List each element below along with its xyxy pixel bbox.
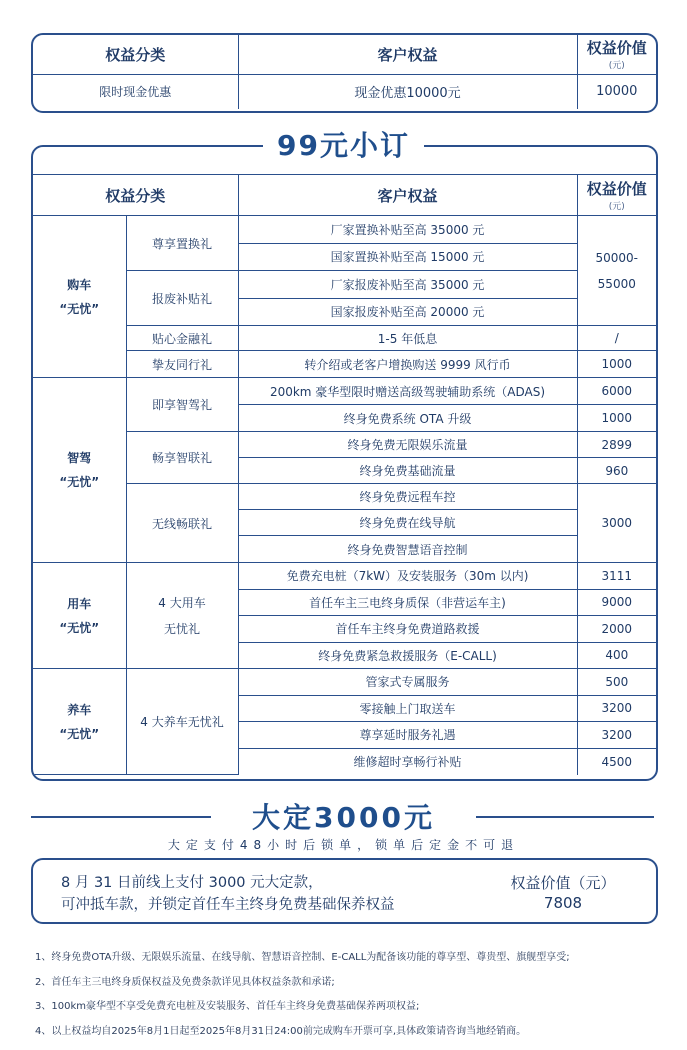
value-overtime: 4500 xyxy=(577,748,656,775)
benefit-item: 国家置换补贴至高 15000 元 xyxy=(238,243,577,271)
category-usage xyxy=(33,563,126,669)
category-usage-title: 用车 xyxy=(67,596,92,611)
footnote: 4、以上权益均自2025年8月1日起至2025年8月31日24:00前完成购车开票可享,具体政策请咨询当地经销商。 xyxy=(35,1025,527,1037)
benefit-item: 终身免费基础流量 xyxy=(238,458,577,484)
sub-smart-drive: 即享智驾礼 xyxy=(126,378,238,432)
value-line-1: 50000- xyxy=(595,250,639,265)
value-ecall: 400 xyxy=(577,642,656,669)
top-table xyxy=(33,35,656,109)
header-value-unit: (元) xyxy=(608,202,625,212)
value-butler: 500 xyxy=(577,669,656,696)
big-deposit-line-1: 8 月 31 日前线上支付 3000 元大定款， xyxy=(61,875,323,891)
small-deposit-title-text: 99元小订 xyxy=(263,129,424,162)
value-adas: 6000 xyxy=(577,378,656,405)
footnote: 2、首任车主三电终身质保权益及免费条款详见具体权益条款和承诺; xyxy=(35,976,335,988)
small-deposit-table xyxy=(31,145,658,781)
category-purchase xyxy=(33,216,126,378)
header-value-label: 权益价值 xyxy=(586,180,647,198)
value-warranty: 9000 xyxy=(577,589,656,616)
value-line-2: 55000 xyxy=(597,276,636,291)
big-deposit-value-label: 权益价值（元） xyxy=(510,874,616,892)
value-purchase-subsidy xyxy=(577,216,656,326)
sub-usage-line-2: 无忧礼 xyxy=(164,621,201,636)
benefit-item: 终身免费远程车控 xyxy=(238,484,577,510)
sub-maintenance: 4 大养车无忧礼 xyxy=(126,669,238,775)
footnote: 1、终身免费OTA升级、无限娱乐流量、在线导航、智慧语音控制、E-CALL为配备该功能的尊享型、尊贵型、旗舰型享受; xyxy=(35,952,570,963)
sub-connect: 畅享智联礼 xyxy=(126,432,238,484)
benefit-item: 厂家报废补贴至高 35000 元 xyxy=(238,271,577,299)
sub-referral: 挚友同行礼 xyxy=(126,351,238,378)
benefit-item: 终身免费系统 OTA 升级 xyxy=(238,405,577,432)
header-benefit: 客户权益 xyxy=(238,35,577,74)
value-basic-data: 960 xyxy=(577,458,656,484)
big-deposit-title: 大定3000元 xyxy=(252,801,435,834)
benefit-item: 终身免费在线导航 xyxy=(238,510,577,536)
big-deposit-line-2: 可冲抵车款，并锁定首任车主终身免费基础保养权益 xyxy=(61,897,395,913)
value-finance: / xyxy=(577,326,656,351)
sub-scrap: 报废补贴礼 xyxy=(126,271,238,326)
big-deposit-subtitle: 大定支付48小时后锁单，锁单后定金不可退 xyxy=(167,838,520,852)
benefit-item: 零接触上门取送车 xyxy=(238,695,577,722)
value-entertainment: 2899 xyxy=(577,432,656,458)
top-benefit-table xyxy=(31,33,658,113)
sub-usage-line-1: 4 大用车 xyxy=(158,595,206,610)
benefit-item: 管家式专属服务 xyxy=(238,669,577,696)
category-purchase-title: 购车 xyxy=(67,277,92,292)
category-maintenance xyxy=(33,669,126,775)
benefit-table xyxy=(33,174,656,775)
value-wireless: 3000 xyxy=(577,484,656,563)
value-charger: 3111 xyxy=(577,563,656,590)
cash-benefit: 现金优惠10000元 xyxy=(238,74,577,109)
benefit-item: 转介绍或老客户增换购送 9999 风行币 xyxy=(238,351,577,378)
benefit-item: 终身免费智慧语音控制 xyxy=(238,536,577,563)
sub-finance: 贴心金融礼 xyxy=(126,326,238,351)
category-maintenance-subtitle: “无忧” xyxy=(59,726,100,741)
header-benefit: 客户权益 xyxy=(238,175,577,216)
benefit-item: 国家报废补贴至高 20000 元 xyxy=(238,298,577,326)
value-ota: 1000 xyxy=(577,405,656,432)
value-referral: 1000 xyxy=(577,351,656,378)
benefit-item: 尊享延时服务礼遇 xyxy=(238,722,577,749)
footnote: 3、100km豪华型不享受免费充电桩及安装服务、首任车主终身免费基础保养两项权益; xyxy=(35,1001,420,1012)
header-category: 权益分类 xyxy=(33,175,238,216)
big-deposit-description xyxy=(61,872,395,916)
benefit-item: 1-5 年低息 xyxy=(238,326,577,351)
benefit-item: 200km 豪华型限时赠送高级驾驶辅助系统（ADAS) xyxy=(238,378,577,405)
cash-value: 10000 xyxy=(577,74,656,109)
value-roadside: 2000 xyxy=(577,616,656,643)
sub-wireless: 无线畅联礼 xyxy=(126,484,238,563)
value-extended-hours: 3200 xyxy=(577,722,656,749)
category-purchase-subtitle: “无忧” xyxy=(59,301,100,316)
cash-category: 限时现金优惠 xyxy=(33,74,238,109)
category-driving-title: 智驾 xyxy=(67,451,92,465)
header-value xyxy=(577,35,656,74)
value-pickup: 3200 xyxy=(577,695,656,722)
benefit-item: 厂家置换补贴至高 35000 元 xyxy=(238,216,577,244)
category-driving-subtitle: “无忧” xyxy=(59,475,100,489)
sub-usage xyxy=(126,563,238,669)
benefit-item: 维修超时享畅行补贴 xyxy=(238,748,577,775)
benefit-item: 首任车主终身免费道路救援 xyxy=(238,616,577,643)
category-usage-subtitle: “无忧” xyxy=(59,620,100,635)
category-maintenance-title: 养车 xyxy=(67,702,92,717)
small-deposit-title xyxy=(0,124,687,164)
benefit-item: 终身免费无限娱乐流量 xyxy=(238,432,577,458)
benefit-item: 终身免费紧急救援服务（E-CALL) xyxy=(238,642,577,669)
big-deposit-value: 7808 xyxy=(543,894,583,912)
category-driving xyxy=(33,378,126,563)
footnotes xyxy=(35,946,655,1044)
header-value xyxy=(577,175,656,216)
benefit-item: 首任车主三电终身质保（非营运车主) xyxy=(238,589,577,616)
sub-trade-in: 尊享置换礼 xyxy=(126,216,238,271)
header-value-unit: (元) xyxy=(608,61,625,72)
header-category: 权益分类 xyxy=(33,35,238,74)
benefit-item: 免费充电桩（7kW）及安装服务（30m 以内) xyxy=(238,563,577,590)
big-deposit-box xyxy=(31,858,658,924)
header-value-label: 权益价值 xyxy=(586,39,647,58)
